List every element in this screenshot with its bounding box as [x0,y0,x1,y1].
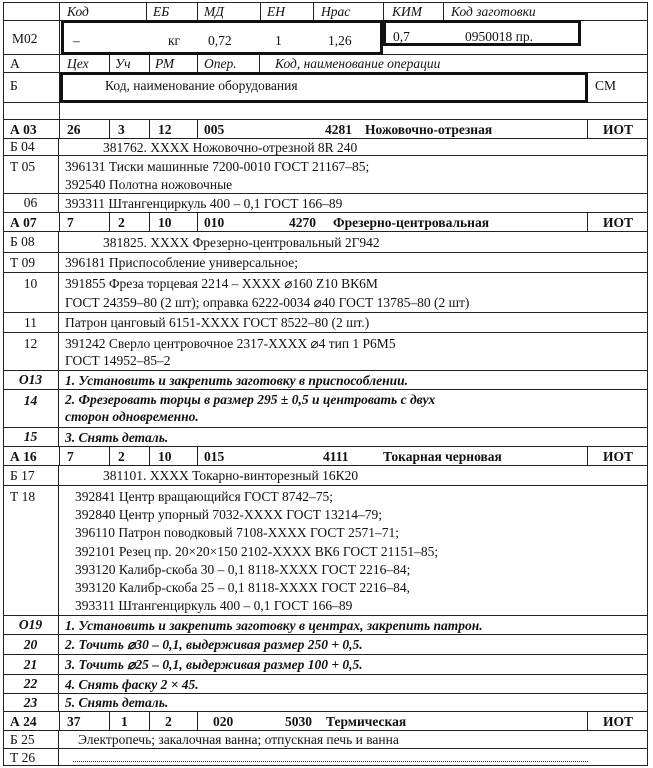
a03-rm: 12 [158,122,172,137]
o13-code: О13 [3,371,59,389]
a07-oper: 010 [204,215,225,230]
a07-ceh: 7 [67,215,74,230]
kod-value: – [73,33,80,48]
r10-line1: 391855 Фреза торцевая 2214 – ХХХХ ⌀160 Z10 ВК6М [65,276,378,291]
step-14-row [3,390,648,428]
m02-code: М02 [12,31,38,46]
t18-line: 393311 Штангенциркуль 400 – 0,1 ГОСТ 166–89 [75,598,353,613]
kod-zagotovki-value: 0950018 пр. [465,29,533,44]
r23-code: 23 [3,694,59,711]
en-label: ЕН [267,4,285,19]
a24-code: А 24 [10,714,37,729]
a03-kod: 4281 [325,122,352,137]
tooling-t26-row [3,749,648,766]
operation-a16-row [3,447,648,466]
r14-line2: сторон одновременно. [65,409,199,424]
t18-code: Т 18 [3,486,59,615]
tooling-12-row [3,333,648,371]
tooling-11-row [3,313,648,333]
r22-code: 22 [3,675,59,693]
a-code-label: А [10,56,20,71]
r23-text: 5. Снять деталь. [65,695,169,710]
a03-ceh: 26 [67,122,81,137]
a07-uch: 2 [118,215,125,230]
b25-text: Электропечь; закалочная ванна; отпускная печь и ванна [78,732,399,747]
tooling-t05-row [3,156,648,194]
b17-text: 381101. ХХХХ Токарно-винторезный 16К20 [103,468,359,483]
header-labels-row [3,2,648,21]
t18-line: 393120 Калибр-скоба 30 – 0,1 8118-ХХХХ ГОСТ 2216–84; [75,562,411,577]
r15-code: 15 [3,428,59,446]
b17-code: Б 17 [3,466,59,485]
operation-a07-row [3,213,648,232]
b04-text: 381762. ХХХХ Ножовочно-отрезной 8R 240 [103,140,358,155]
kod-zagotovki-label: Код заготовки [451,4,536,19]
a16-kod: 4111 [323,449,349,464]
a03-code: А 03 [10,122,37,137]
en-value: 1 [275,33,282,48]
a24-kod: 5030 [285,714,312,729]
t18-line: 392101 Резец пр. 20×20×150 2102-ХХХХ ВК6 ГОСТ 21151–85; [75,544,439,559]
a24-rm: 2 [165,714,172,729]
b04-code: Б 04 [3,139,59,155]
t09-code: Т 09 [3,253,59,272]
a24-uch: 1 [121,714,128,729]
a07-iot: ИОТ [603,215,634,230]
a03-name: Ножовочно-отрезная [365,122,493,137]
r11-code: 11 [3,313,59,332]
ceh-label: Цех [67,56,89,71]
o13-text: 1. Установить и закрепить заготовку в приспособлении. [65,373,408,388]
o19-code: О19 [3,616,59,634]
step-21-row [3,655,648,675]
a07-kod: 4270 [289,215,316,230]
uch-label: Уч [115,56,131,71]
a16-oper: 015 [204,449,225,464]
r06-code: 06 [3,194,59,212]
t05-line2: 392540 Полотна ножовочные [65,177,233,192]
t18-line: 396110 Патрон поводковый 7108-ХХХХ ГОСТ 2571–71; [75,525,399,540]
kim-value: 0,7 [393,29,410,44]
a16-rm: 10 [158,449,172,464]
r12-line2: ГОСТ 14952–85–2 [65,353,171,368]
a16-name: Токарная черновая [383,449,502,464]
header-thick-frame-2 [383,20,581,46]
a16-ceh: 7 [67,449,74,464]
r14-line1: 2. Фрезеровать торцы в размер 295 ± 0,5 и центровать с двух [65,392,436,407]
step-23-row [3,694,648,712]
header-thick-frame-1 [61,20,383,55]
a24-iot: ИОТ [603,714,634,729]
t18-line: 392841 Центр вращающийся ГОСТ 8742–75; [75,489,334,504]
r20-text: 2. Точить ⌀30 – 0,1, выдерживая размер 250 + 0,5. [65,637,363,652]
eb-value: кг [168,33,181,48]
oper-label: Опер. [204,56,237,71]
kod-name-oper-label: Код, наименование операции [275,56,441,71]
a07-code: А 07 [10,215,37,230]
t18-line: 392840 Центр упорный 7032-ХХХХ ГОСТ 13214–79; [75,507,383,522]
r12-line1: 391242 Сверло центровочное 2317-ХХХХ ⌀4 тип 1 Р6М5 [65,336,396,351]
operation-a03-row [3,120,648,139]
operation-a24-row [3,712,648,731]
tooling-t18-row [3,486,648,616]
a03-oper: 005 [204,122,225,137]
b-code-label: Б [10,78,18,93]
step-o19-row [3,616,648,635]
eb-label: ЕБ [153,4,170,19]
equipment-b17-row [3,466,648,486]
tooling-t09-row [3,253,648,273]
a03-iot: ИОТ [603,122,634,137]
nras-value: 1,26 [328,33,352,48]
route-card [3,2,648,766]
equipment-b04-row [3,139,648,156]
r10-code: 10 [3,273,59,312]
a16-code: А 16 [10,449,37,464]
r22-text: 4. Снять фаску 2 × 45. [65,677,199,692]
r10-line2: ГОСТ 24359–80 (2 шт); оправка 6222-0034 ⌀40 ГОСТ 13785–80 (2 шт) [65,295,470,310]
b08-text: 381825. ХХХХ Фрезерно-центровальный 2Г942 [103,235,380,250]
step-20-row [3,635,648,655]
kod-label: Код [67,4,89,19]
a24-oper: 020 [213,714,234,729]
tooling-06-row [3,194,648,213]
t26-dotted-line [73,761,588,762]
r06-text: 393311 Штангенциркуль 400 – 0,1 ГОСТ 166–89 [65,196,343,211]
r21-text: 3. Точить ⌀25 – 0,1, выдерживая размер 100 + 0,5. [65,657,363,672]
t05-code: Т 05 [3,156,59,193]
a24-ceh: 37 [67,714,81,729]
t18-line: 393120 Калибр-скоба 25 – 0,1 8118-ХХХХ ГОСТ 2216–84, [75,580,410,595]
step-22-row [3,675,648,694]
a03-uch: 3 [118,122,125,137]
kod-name-equip-label: Код, наименование оборудования [105,78,298,93]
r11-text: Патрон цанговый 6151-ХХХХ ГОСТ 8522–80 (2 шт.) [65,315,370,330]
a24-name: Термическая [326,714,407,729]
step-o13-row [3,371,648,390]
equipment-b08-row [3,232,648,253]
r20-code: 20 [3,635,59,654]
b25-code: Б 25 [3,731,59,748]
t09-text: 396181 Приспособление универсальное; [65,255,299,270]
md-label: МД [204,4,224,19]
sm-label: СМ [595,78,617,93]
md-value: 0,72 [208,33,232,48]
step-15-row [3,428,648,447]
header-b-thick-frame [60,72,588,103]
r14-code: 14 [3,390,59,427]
rm-label: РМ [155,56,175,71]
a16-iot: ИОТ [603,449,634,464]
tooling-10-row [3,273,648,313]
t26-code: Т 26 [3,749,59,766]
b08-code: Б 08 [3,232,59,252]
a07-name: Фрезерно-центровальная [333,215,490,230]
t05-line1: 396131 Тиски машинные 7200-0010 ГОСТ 21167–85; [65,159,370,174]
r21-code: 21 [3,655,59,674]
r15-text: 3. Снять деталь. [65,430,169,445]
o19-text: 1. Установить и закрепить заготовку в центрах, закрепить патрон. [65,618,483,633]
nras-label: Нрас [321,4,351,19]
spacer-row [3,103,648,120]
a16-uch: 2 [118,449,125,464]
header-a-row [3,55,648,73]
r12-code: 12 [3,333,59,370]
kim-label: КИМ [392,4,422,19]
equipment-b25-row [3,731,648,749]
a07-rm: 10 [158,215,172,230]
